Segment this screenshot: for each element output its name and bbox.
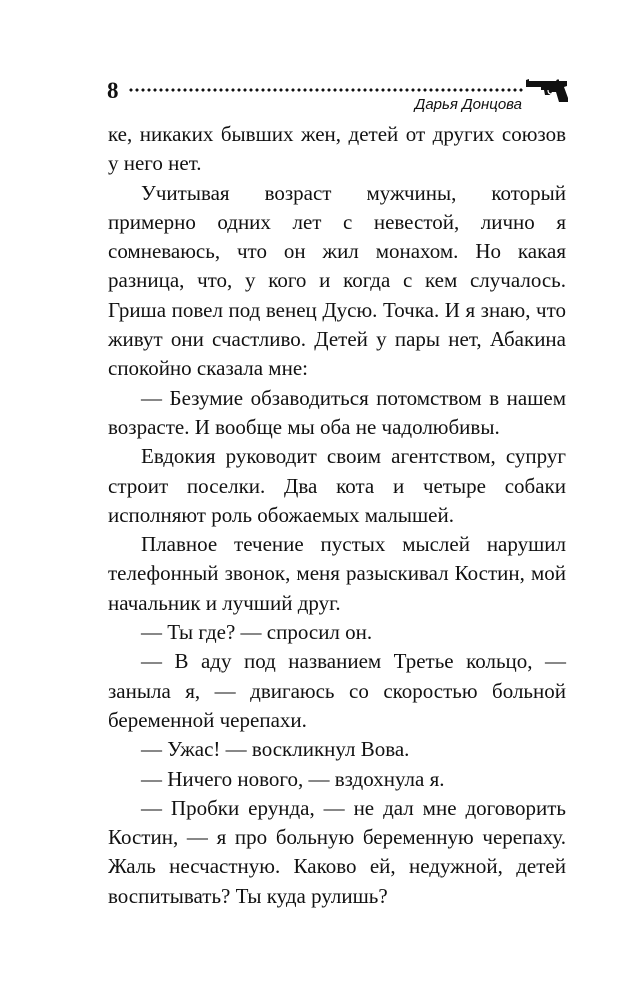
page-number: 8 — [107, 78, 119, 103]
paragraph-5: Плавное течение пустых мыслей нарушил телефонный звонок, меня разыскивал Костин, мой начальник и лучший друг. — [108, 532, 566, 615]
revolver-icon — [526, 78, 570, 104]
paragraph-6: — Ты где? — спросил он. — [141, 620, 373, 645]
header-dot-leader — [128, 88, 524, 92]
paragraph-10: — Пробки ерунда, — не дал мне договорить Костин, — я про больную беременную черепаху. Жаль несчастную. Каково ей, недужной, детей воспитывать? Ты куда рулишь? — [108, 795, 566, 908]
paragraph-4: Евдокия руководит своим агентством, супруг строит поселки. Два кота и четыре собаки исполняют роль обожаемых малышей. — [108, 444, 566, 527]
paragraph-3: — Безумие обзаводиться потомством в нашем возрасте. И вообще мы оба не чадолюбивы. — [108, 385, 566, 439]
running-header-author: Дарья Донцова — [414, 96, 522, 113]
paragraph-7: — В аду под названием Третье кольцо, — заныла я, — двигаюсь со скоростью больной беременной черепахи. — [108, 649, 566, 732]
paragraph-8: — Ужас! — воскликнул Вова. — [141, 737, 410, 762]
paragraph-1: ке, никаких бывших жен, детей от других союзов у него нет. — [108, 122, 566, 176]
paragraph-9: — Ничего нового, — вздохнула я. — [141, 766, 445, 791]
page-body-text — [108, 120, 566, 911]
paragraph-2: Учитывая возраст мужчины, который примерно одних лет с невестой, лично я сомневаюсь, что он жил монахом. Но какая разница, что, у кого и когда с кем случалось. Гриша повел под венец Дусю. Точка. И я знаю, что живут они счастливо. Детей у пары нет, Абакина спокойно сказала мне: — [108, 180, 566, 381]
